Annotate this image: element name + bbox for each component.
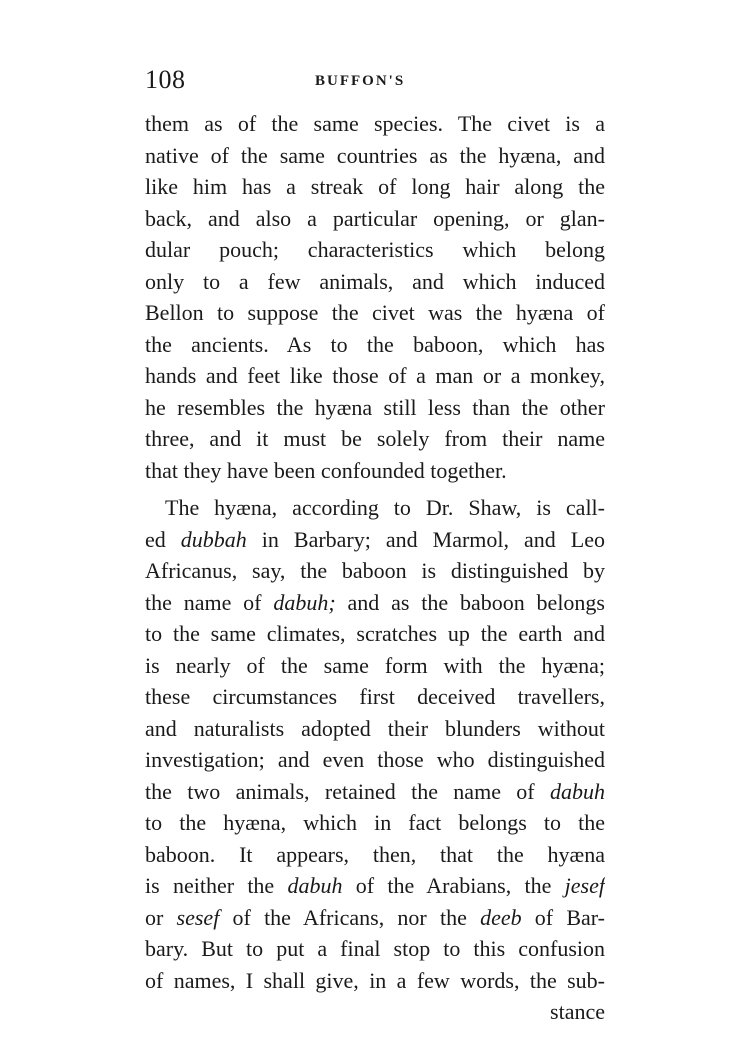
text-line: the ancients. As to the baboon, which has bbox=[145, 331, 605, 357]
text-line: is nearly of the same form with the hyæna; bbox=[145, 652, 605, 678]
text-line: these circumstances first deceived travellers, bbox=[145, 684, 605, 709]
text-line: to the same climates, scratches up the earth and bbox=[145, 621, 605, 646]
text-line: to the hyæna, which in fact belongs to the bbox=[145, 810, 605, 835]
text-line: The hyæna, according to Dr. Shaw, is call- bbox=[165, 495, 605, 520]
catchword: stance bbox=[550, 999, 605, 1024]
text-line: he resembles the hyæna still less than the other bbox=[145, 394, 605, 420]
italic-term: dabuh; bbox=[273, 589, 336, 615]
running-head: BUFFON'S bbox=[315, 73, 406, 89]
text-line: baboon. It appears, then, that the hyæna bbox=[145, 841, 605, 867]
text-line: is neither the dabuh of the Arabians, the jesef bbox=[145, 873, 605, 898]
text-line: the two animals, retained the name of dabuh bbox=[145, 778, 605, 804]
text-line: bary. But to put a final stop to this confusion bbox=[145, 936, 605, 961]
text-line: Africanus, say, the baboon is distinguished by bbox=[145, 558, 605, 583]
italic-term: sesef bbox=[176, 904, 220, 930]
italic-term: jesef bbox=[564, 873, 605, 898]
text-line: dular pouch; characteristics which belong bbox=[145, 237, 605, 262]
text-line: investigation; and even those who distinguished bbox=[145, 747, 605, 772]
text-line: native of the same countries as the hyæna, and bbox=[145, 142, 605, 168]
text-line: hands and feet like those of a man or a monkey, bbox=[145, 363, 605, 388]
text-line: them as of the same species. The civet is a bbox=[145, 111, 605, 136]
text-line: Bellon to suppose the civet was the hyæna of bbox=[145, 300, 605, 325]
text-line: three, and it must be solely from their name bbox=[145, 426, 605, 451]
body-text bbox=[145, 108, 605, 1028]
text-line: or sesef of the Africans, nor the deeb of Bar- bbox=[145, 904, 605, 930]
text-line: of names, I shall give, in a few words, the sub- bbox=[145, 967, 605, 993]
italic-term: dabuh bbox=[550, 778, 605, 804]
text-line: back, and also a particular opening, or glan- bbox=[145, 205, 605, 231]
text-line: and naturalists adopted their blunders without bbox=[145, 715, 605, 741]
italic-term: dabuh bbox=[287, 873, 343, 898]
text-line: only to a few animals, and which induced bbox=[145, 268, 605, 294]
text-line: ed dubbah in Barbary; and Marmol, and Leo bbox=[145, 526, 605, 552]
italic-term: dubbah bbox=[180, 526, 247, 552]
page-number: 108 bbox=[145, 65, 186, 94]
text-line: that they have been confounded together. bbox=[145, 457, 507, 483]
italic-term: deeb bbox=[480, 904, 522, 930]
text-line: like him has a streak of long hair along the bbox=[145, 174, 605, 199]
text-line: the name of dabuh; and as the baboon belongs bbox=[145, 589, 605, 615]
page-header bbox=[145, 64, 605, 100]
